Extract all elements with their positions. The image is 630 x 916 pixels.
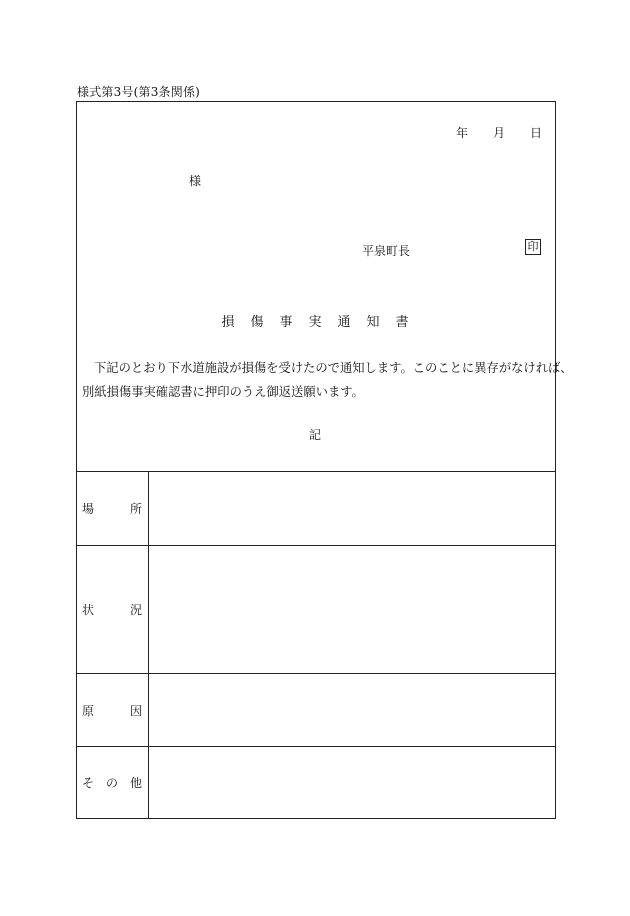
table-row xyxy=(76,472,556,546)
other-field[interactable] xyxy=(149,747,557,819)
addressee-suffix: 様 xyxy=(189,174,202,188)
title-char: 事 xyxy=(279,315,293,330)
condition-field[interactable] xyxy=(149,546,557,674)
row-label-other: そ の 他 xyxy=(76,747,149,819)
cause-field[interactable] xyxy=(149,674,557,747)
body-line-2: 別紙損傷事実確認書に押印のうえ御返送願います。 xyxy=(82,385,364,399)
date-year: 年 xyxy=(456,126,469,140)
date-month: 月 xyxy=(493,126,506,140)
title-char: 損 xyxy=(221,315,235,330)
seal-mark: 印 xyxy=(525,239,541,255)
row-label-condition: 状 況 xyxy=(76,546,149,674)
row-label-cause: 原 因 xyxy=(76,674,149,747)
details-table xyxy=(76,471,556,818)
table-row xyxy=(76,674,556,747)
title-char: 知 xyxy=(366,315,380,330)
date-line xyxy=(456,124,542,141)
row-label-location: 場 所 xyxy=(76,472,149,546)
document-title xyxy=(0,311,630,330)
table-row xyxy=(76,546,556,674)
ki-heading: 記 xyxy=(308,428,321,442)
title-char: 書 xyxy=(395,315,409,330)
title-char: 通 xyxy=(337,315,351,330)
body-line-1: 下記のとおり下水道施設が損傷を受けたので通知します。このことに異存がなければ、 xyxy=(94,361,573,375)
notice-body xyxy=(82,356,573,404)
issuer-name: 平泉町長 xyxy=(362,244,411,258)
title-char: 実 xyxy=(308,315,322,330)
table-row xyxy=(76,747,556,819)
date-day: 日 xyxy=(530,126,543,140)
location-field[interactable] xyxy=(149,472,557,546)
form-number-label: 様式第3号(第3条関係) xyxy=(77,85,201,99)
title-char: 傷 xyxy=(250,315,264,330)
